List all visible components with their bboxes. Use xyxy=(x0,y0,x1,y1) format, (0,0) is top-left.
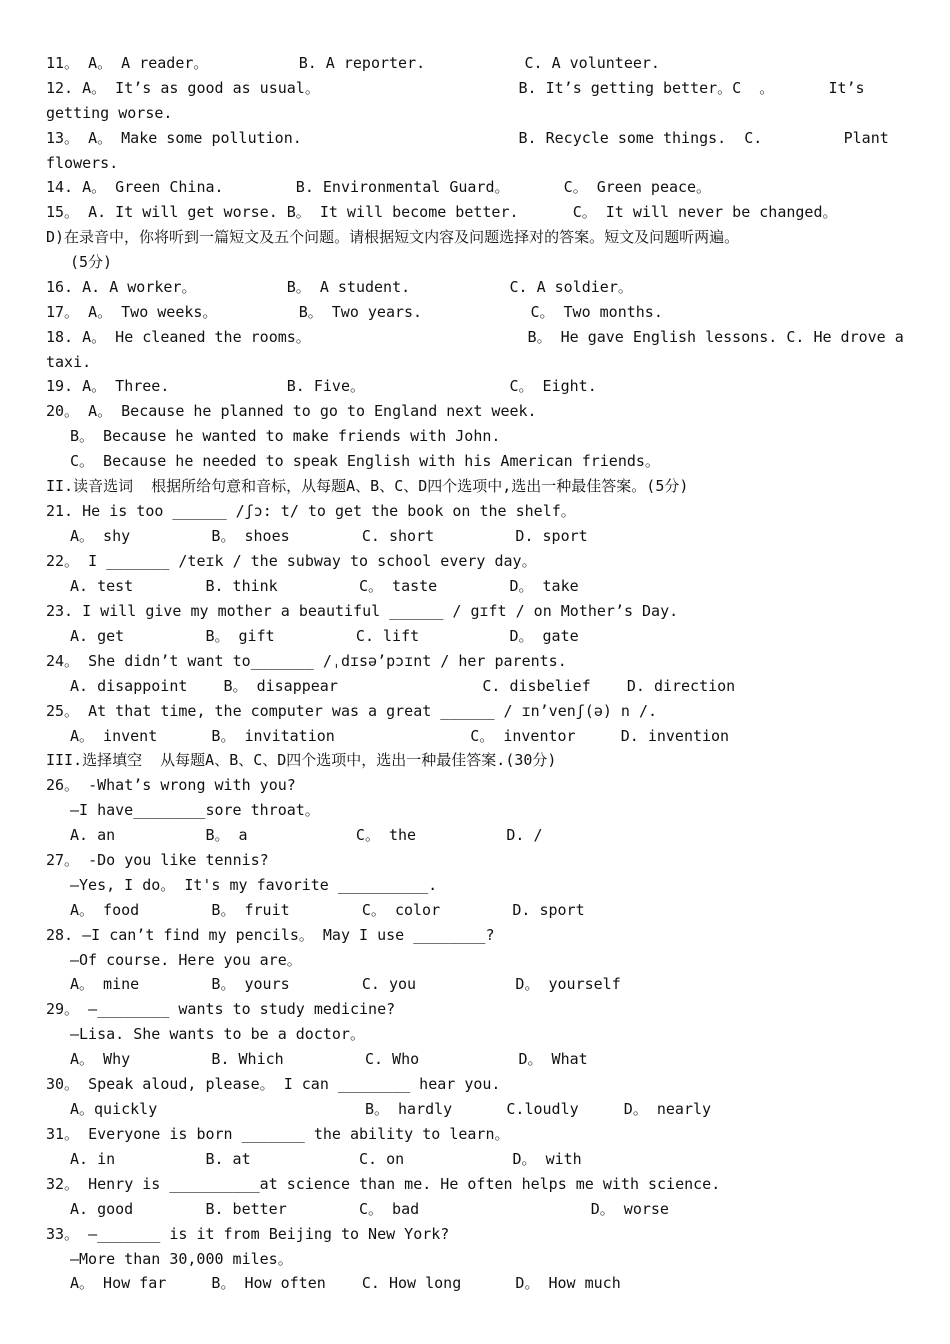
question-line: 19. A。 Three. B. Five。 C。 Eight. xyxy=(46,377,597,395)
question-line: 27。 -Do you like tennis? xyxy=(46,851,269,869)
question-line: 20。 A。 Because he planned to go to England next week. xyxy=(46,402,537,420)
section-heading: D)在录音中，你将听到一篇短文及五个问题。请根据短文内容及问题选择对的答案。短文及问题听两遍。 xyxy=(46,228,740,246)
question-line: 23. I will give my mother a beautiful ______ / gɪft / on Mother’s Day. xyxy=(46,602,679,620)
question-line: 30。 Speak aloud, please。 I can ________ hear you. xyxy=(46,1075,501,1093)
question-line: A。 Why B. Which C. Who D。 What xyxy=(70,1050,588,1068)
question-line: taxi. xyxy=(46,353,92,371)
question-line: getting worse. xyxy=(46,104,173,122)
question-line: 28. —I can’t find my pencils。 May I use ________? xyxy=(46,926,495,944)
question-line: 15。 A. It will get worse. B。 It will become better. C。 It will never be changed。 xyxy=(46,203,838,221)
question-line: flowers. xyxy=(46,154,119,172)
question-line: A. good B. better C。 bad D。 worse xyxy=(70,1200,669,1218)
question-line: 32。 Henry is __________at science than me. He often helps me with science. xyxy=(46,1175,721,1193)
question-line: —Of course. Here you are。 xyxy=(70,951,302,969)
question-line: 12. A。 It’s as good as usual。 B. It’s getting better。C 。 It’s xyxy=(46,79,865,97)
question-line: 25。 At that time, the computer was a great ______ / ɪn’venʃ(ə) n /. xyxy=(46,702,658,720)
question-line: 16. A. A worker。 B。 A student. C. A soldier。 xyxy=(46,278,633,296)
question-line: 18. A。 He cleaned the rooms。 B。 He gave English lessons. C. He drove a xyxy=(46,328,904,346)
question-line: 31。 Everyone is born _______ the ability to learn。 xyxy=(46,1125,510,1143)
question-line: A。 mine B。 yours C. you D。 yourself xyxy=(70,975,621,993)
question-line: 33。 —_______ is it from Beijing to New York? xyxy=(46,1225,450,1243)
question-line: 13。 A。 Make some pollution. B. Recycle some things. C. Plant xyxy=(46,129,889,147)
question-line: 24。 She didn’t want to_______ /ˌdɪsə’pɔɪnt / her parents. xyxy=(46,652,567,670)
question-line: A. an B。 a C。 the D. / xyxy=(70,826,543,844)
question-line: 14. A。 Green China. B. Environmental Guard。 C。 Green peace。 xyxy=(46,178,712,196)
question-line: 29。 —________ wants to study medicine? xyxy=(46,1000,396,1018)
question-line: —I have________sore throat。 xyxy=(70,801,320,819)
question-line: A. disappoint B。 disappear C. disbelief D. direction xyxy=(70,677,736,695)
question-line: A。 shy B。 shoes C. short D. sport xyxy=(70,527,588,545)
question-line: —More than 30,000 miles。 xyxy=(70,1250,293,1268)
question-line: A。 invent B。 invitation C。 inventor D. invention xyxy=(70,727,730,745)
question-line: 22。 I _______ /teɪk / the subway to school every day。 xyxy=(46,552,537,570)
section-heading: (5分) xyxy=(70,253,113,271)
question-line: A。 How far B。 How often C. How long D。 How much xyxy=(70,1274,621,1292)
question-line: —Yes, I do。 It's my favorite __________. xyxy=(70,876,438,894)
question-line: A. test B. think C。 taste D。 take xyxy=(70,577,579,595)
question-line: A。quickly B。 hardly C.loudly D。 nearly xyxy=(70,1100,712,1118)
question-line: A. get B。 gift C. lift D。 gate xyxy=(70,627,579,645)
section-heading: III.选择填空 从每题A、B、C、D四个选项中，选出一种最佳答案.(30分) xyxy=(46,751,557,769)
question-line: 21. He is too ______ /ʃɔ: t/ to get the book on the shelf。 xyxy=(46,502,576,520)
section-heading: II.读音选词 根据所给句意和音标，从每题A、B、C、D四个选项中,选出一种最佳答案。(5分) xyxy=(46,477,689,495)
question-line: —Lisa. She wants to be a doctor。 xyxy=(70,1025,365,1043)
question-line: B。 Because he wanted to make friends with John. xyxy=(70,427,501,445)
question-line: A. in B. at C. on D。 with xyxy=(70,1150,582,1168)
question-line: A。 food B。 fruit C。 color D. sport xyxy=(70,901,585,919)
question-line: 11。 A。 A reader。 B. A reporter. C. A volunteer. xyxy=(46,54,660,72)
question-line: 26。 -What’s wrong with you? xyxy=(46,776,296,794)
question-line: C。 Because he needed to speak English with his American friends。 xyxy=(70,452,660,470)
question-line: 17。 A。 Two weeks。 B。 Two years. C。 Two months. xyxy=(46,303,663,321)
